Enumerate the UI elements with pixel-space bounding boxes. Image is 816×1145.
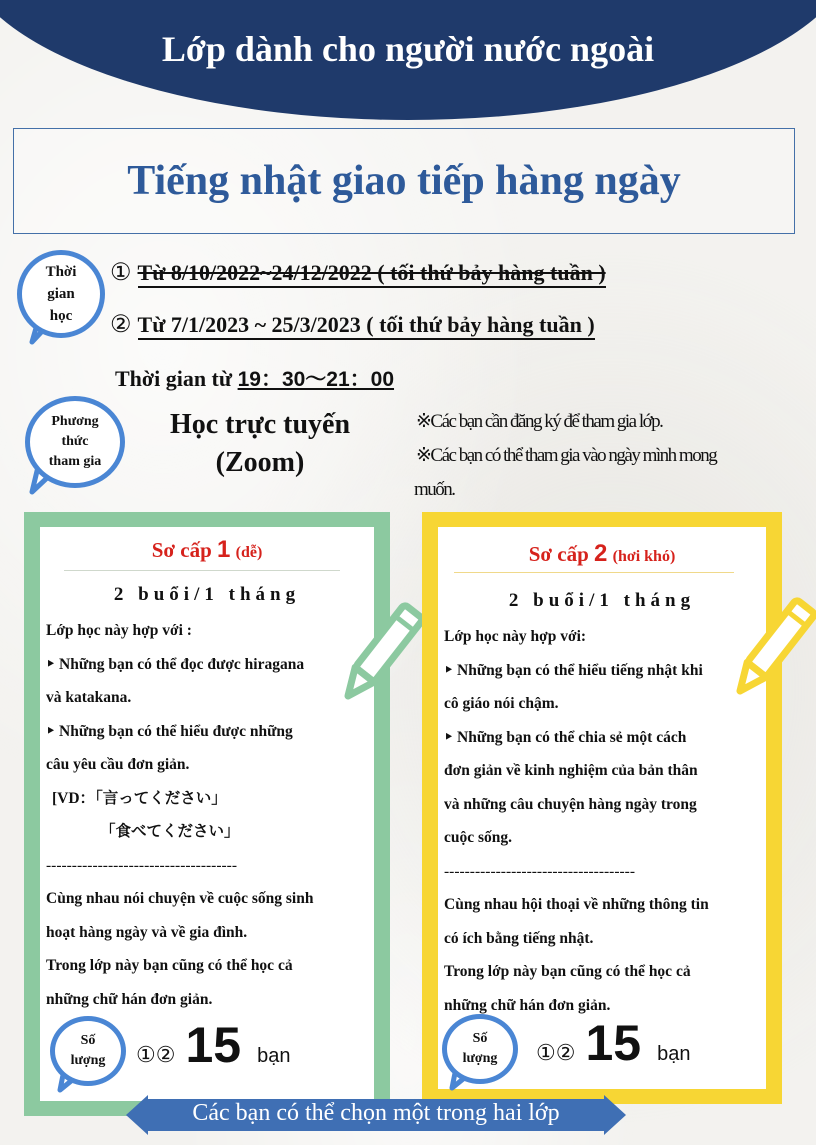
level1-title-main: Sơ cấp [151,538,212,562]
level2-title-note: (hơi khó) [612,548,676,565]
schedule-bubble-line: gian [47,286,75,302]
pencil-icon [330,595,430,715]
level1-line: Lớp học này hợp với : [46,622,192,639]
method-line: Học trực tuyến [169,409,351,440]
subtitle-box [13,128,795,234]
method-line: (Zoom) [215,447,305,478]
level2-line: ‣ Những bạn có thể hiểu tiếng nhật khi [444,661,703,679]
level2-line: Trong lớp này bạn cũng có thể học cả [444,963,691,980]
capacity-unit: bạn [657,1043,691,1065]
capacity-marks: ①② [536,1040,576,1065]
level2-title [438,540,766,568]
registration-note: ※Các bạn cần đăng ký để tham gia lớp. [416,411,663,432]
level1-line: ‣ Những bạn có thể hiểu được những [46,722,293,740]
schedule-bubble-line: Thời [45,264,77,280]
level2-capacity [536,1014,690,1072]
level2-count-bubble [442,1014,518,1084]
level1-line: [VD：「言ってください」 [52,789,227,807]
method-bubble-line: thức [61,434,89,449]
attendance-note-cont: muốn. [414,479,455,500]
schedule-marker: ② [110,312,132,338]
time-label: Thời gian từ [115,366,238,391]
level1-frequency: 2 buổi/1 tháng [113,584,301,605]
class-time [115,363,394,393]
level1-line: câu yêu cầu đơn giản. [46,756,190,773]
count-bubble-line: lượng [70,1053,106,1068]
capacity-value: 15 [585,1015,642,1071]
method-bubble-line: Phương [51,414,99,429]
level2-line: Lớp học này hợp với: [444,628,587,645]
level2-rule [454,572,734,573]
level2-title-main: Sơ cấp [528,542,589,566]
level1-description [46,614,313,1016]
level1-line: và katakana. [46,689,132,706]
level2-line: đơn giản về kinh nghiệm của bản thân [444,762,698,779]
schedule-item-1 [110,258,606,287]
level2-line: và những câu chuyện hàng ngày trong [444,795,697,813]
level1-line: những chữ hán đơn giản. [46,990,213,1008]
level1-line: Cùng nhau nói chuyện về cuộc sống sinh [46,890,314,907]
count-bubble-line: Số [80,1033,96,1048]
level1-line: Trong lớp này bạn cũng có thể học cả [46,957,293,974]
level1-line: ‣ Những bạn có thể đọc được hiragana [46,655,305,673]
schedule-marker: ① [110,260,132,286]
capacity-marks: ①② [136,1042,176,1067]
level2-line: những chữ hán đơn giản. [444,996,611,1014]
schedule-text-1: Từ 8/10/2022~24/12/2022 ( tối thứ bảy hàng tuần ) [138,260,606,288]
level1-title-note: (dễ) [235,544,263,561]
level1-line: hoạt hàng ngày và về gia đình. [46,923,248,941]
level2-line: Cùng nhau hội thoại về những thông tin [444,896,709,913]
capacity-unit: bạn [257,1045,291,1067]
capacity-value: 15 [185,1017,242,1073]
level2-title-num: 2 [594,540,608,567]
level1-count-bubble [50,1016,126,1086]
schedule-item-2 [110,310,595,339]
schedule-bubble-line: học [49,308,73,324]
level2-line: cô giáo nói chậm. [444,695,559,712]
level2-divider: ------------------------------------- [444,862,635,880]
level1-title [40,536,374,564]
page-title: Lớp dành cho người nước ngoài [161,29,655,69]
schedule-bubble [17,250,105,338]
schedule-text-2: Từ 7/1/2023 ~ 25/3/2023 ( tối thứ bảy hàng tuần ) [138,312,595,340]
level1-rule [64,570,340,571]
level2-line: cuộc sống. [444,829,513,846]
level1-capacity [136,1016,290,1074]
time-value: 19：30〜21：00 [237,368,395,391]
level2-description [444,620,709,1022]
count-bubble-line: lượng [462,1051,498,1066]
level1-divider: ------------------------------------- [46,856,237,874]
level2-line: ‣ Những bạn có thể chia sẻ một cách [444,728,687,746]
count-bubble-line: Số [472,1031,488,1046]
level2-line: có ích bằng tiếng nhật. [444,929,594,947]
level2-frequency: 2 buổi/1 tháng [508,590,696,611]
footer-note: Các bạn có thể chọn một trong hai lớp [192,1100,560,1126]
course-subtitle: Tiếng nhật giao tiếp hàng ngày [127,158,681,204]
attendance-note: ※Các bạn có thể tham gia vào ngày mình mong [416,445,717,466]
level1-title-num: 1 [217,536,231,563]
participation-method [150,406,370,482]
method-bubble-line: tham gia [48,454,102,469]
level1-line: 「食べてください」 [100,823,240,840]
method-bubble [25,396,125,488]
